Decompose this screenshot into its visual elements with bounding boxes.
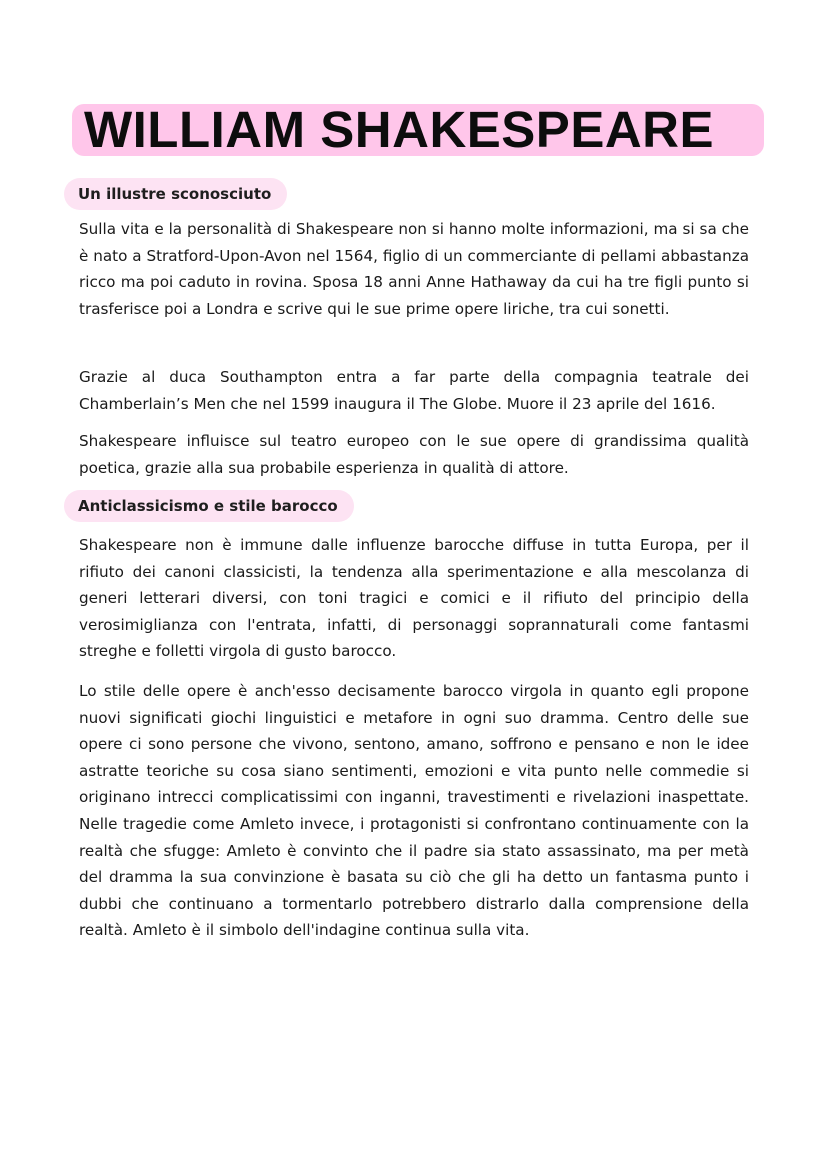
paragraph-influenza: Shakespeare influisce sul teatro europeo con le sue opere di grandissima qualità poetica, grazie alla sua probabile esperienza in qualità di attore. — [79, 432, 749, 477]
paragraph-barocco: Shakespeare non è immune dalle influenze barocche diffuse in tutta Europa, per il rifiuto dei canoni classicisti, la tendenza alla sperimentazione e alla mescolanza di generi letterari diversi, con toni tragici e comici e il rifiuto del principio della verosimiglianza con l'entrata, infatti, di personaggi soprannaturali come fantasmi streghe e folletti virgola di gusto barocco. — [79, 536, 749, 661]
section-heading-anticlassicismo: Anticlassicismo e stile barocco — [64, 490, 354, 522]
paragraph-globe: Grazie al duca Southampton entra a far parte della compagnia teatrale dei Chamberlain’s Men che nel 1599 inaugura il The Globe. Muore il 23 aprile del 1616. — [79, 368, 749, 413]
paragraph-biografia: Sulla vita e la personalità di Shakespeare non si hanno molte informazioni, ma si sa che è nato a Stratford-Upon-Avon nel 1564, figlio di un commerciante di pellami abbastanza ricco ma poi caduto in rovina. Sposa 18 anni Anne Hathaway da cui ha tre figli punto si trasferisce poi a Londra e scrive qui le sue prime opere liriche, tra cui sonetti. — [79, 220, 749, 318]
paragraph-stile: Lo stile delle opere è anch'esso decisamente barocco virgola in quanto egli propone nuovi significati giochi linguistici e metafore in ogni suo dramma. Centro delle sue opere ci sono persone che vivono, sentono, amano, soffrono e pensano e non le idee astratte teoriche su cosa siano sentimenti, emozioni e vita punto nelle commedie si originano intrecci complicatissimi con inganni, travestimenti e rivelazioni inaspettate. Nelle tragedie come Amleto invece, i protagonisti si confrontano continuamente con la realtà che sfugge: Amleto è convinto che il padre sia stato assassinato, ma per metà del dramma la sua convinzione è basata su ciò che gli ha detto un fantasma punto i dubbi che continuano a tormentarlo potrebbero distrarlo dalla comprensione della realtà. Amleto è il simbolo dell'indagine continua sulla vita. — [79, 682, 749, 940]
section-heading-illustre-sconosciuto: Un illustre sconosciuto — [64, 178, 287, 210]
page-title: WILLIAM SHAKESPEARE — [84, 101, 715, 158]
